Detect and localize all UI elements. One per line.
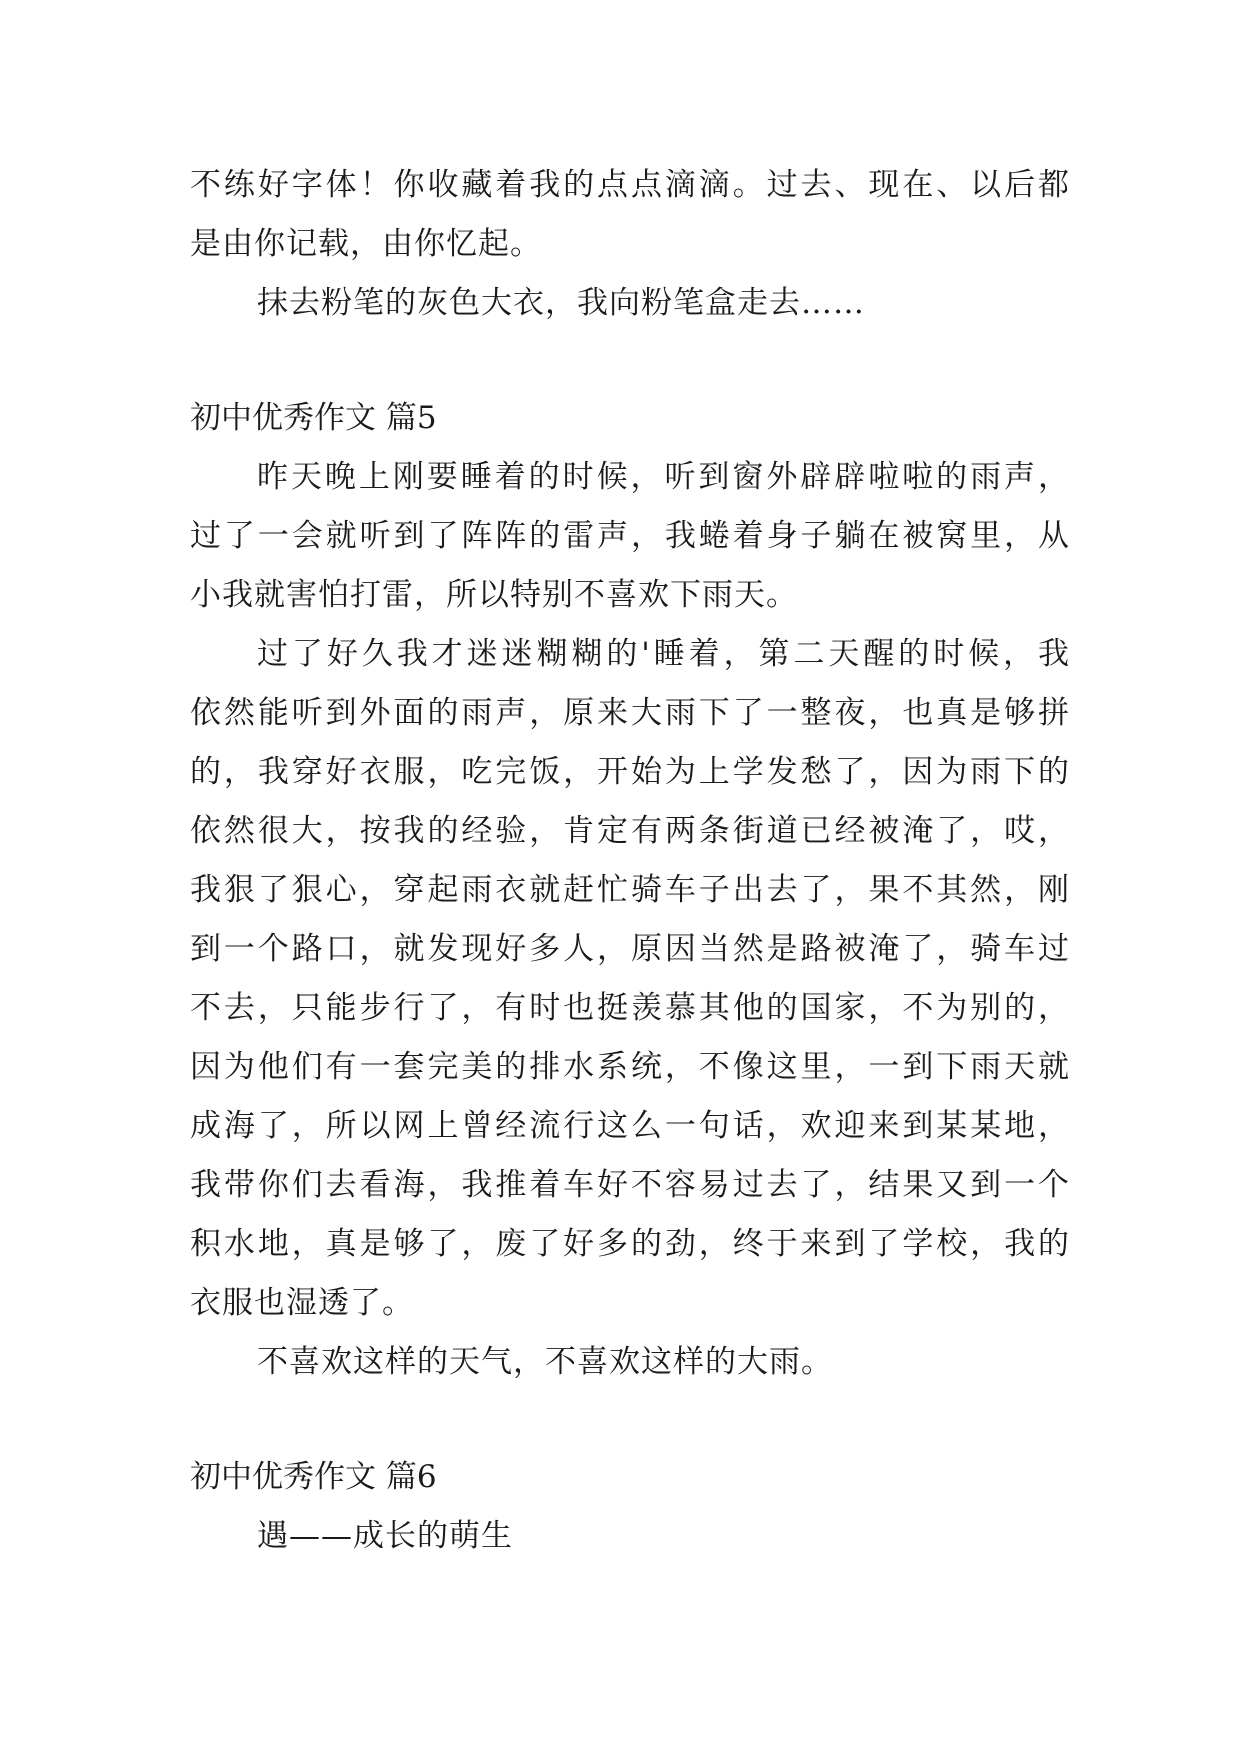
text-line: 过了好久我才迷迷糊糊的'睡着，第二天醒的时候，我: [257, 636, 1070, 672]
text-line: 到一个路口，就发现好多人，原因当然是路被淹了，骑车过: [190, 931, 1070, 967]
text-line: 过了一会就听到了阵阵的雷声，我蜷着身子躺在被窝里，从: [190, 518, 1070, 554]
section-heading: 初中优秀作文 篇5: [190, 400, 437, 436]
text-line: 小我就害怕打雷，所以特别不喜欢下雨天。: [190, 577, 798, 613]
text-line: 不练好字体！你收藏着我的点点滴滴。过去、现在、以后都: [190, 167, 1070, 203]
text-line: 因为他们有一套完美的排水系统，不像这里，一到下雨天就: [190, 1049, 1070, 1085]
text-line: 昨天晚上刚要睡着的时候，听到窗外辟辟啦啦的雨声，: [257, 459, 1070, 495]
text-line: 依然能听到外面的雨声，原来大雨下了一整夜，也真是够拼: [190, 695, 1070, 731]
text-line: 的，我穿好衣服，吃完饭，开始为上学发愁了，因为雨下的: [190, 754, 1070, 790]
text-line: 遇——成长的萌生: [257, 1518, 513, 1554]
text-line: 不喜欢这样的天气，不喜欢这样的大雨。: [257, 1344, 833, 1380]
text-line: 抹去粉笔的灰色大衣，我向粉笔盒走去……: [257, 285, 865, 321]
text-line: 是由你记载，由你忆起。: [190, 226, 542, 262]
text-line: 不去，只能步行了，有时也挺羡慕其他的国家，不为别的，: [190, 990, 1070, 1026]
section-heading: 初中优秀作文 篇6: [190, 1459, 437, 1495]
text-line: 成海了，所以网上曾经流行这么一句话，欢迎来到某某地，: [190, 1108, 1070, 1144]
text-line: 我带你们去看海，我推着车好不容易过去了，结果又到一个: [190, 1167, 1070, 1203]
text-line: 衣服也湿透了。: [190, 1285, 414, 1321]
text-line: 积水地，真是够了，废了好多的劲，终于来到了学校，我的: [190, 1226, 1070, 1262]
text-line: 依然很大，按我的经验，肯定有两条街道已经被淹了，哎，: [190, 813, 1070, 849]
text-line: 我狠了狠心，穿起雨衣就赶忙骑车子出去了，果不其然，刚: [190, 872, 1070, 908]
